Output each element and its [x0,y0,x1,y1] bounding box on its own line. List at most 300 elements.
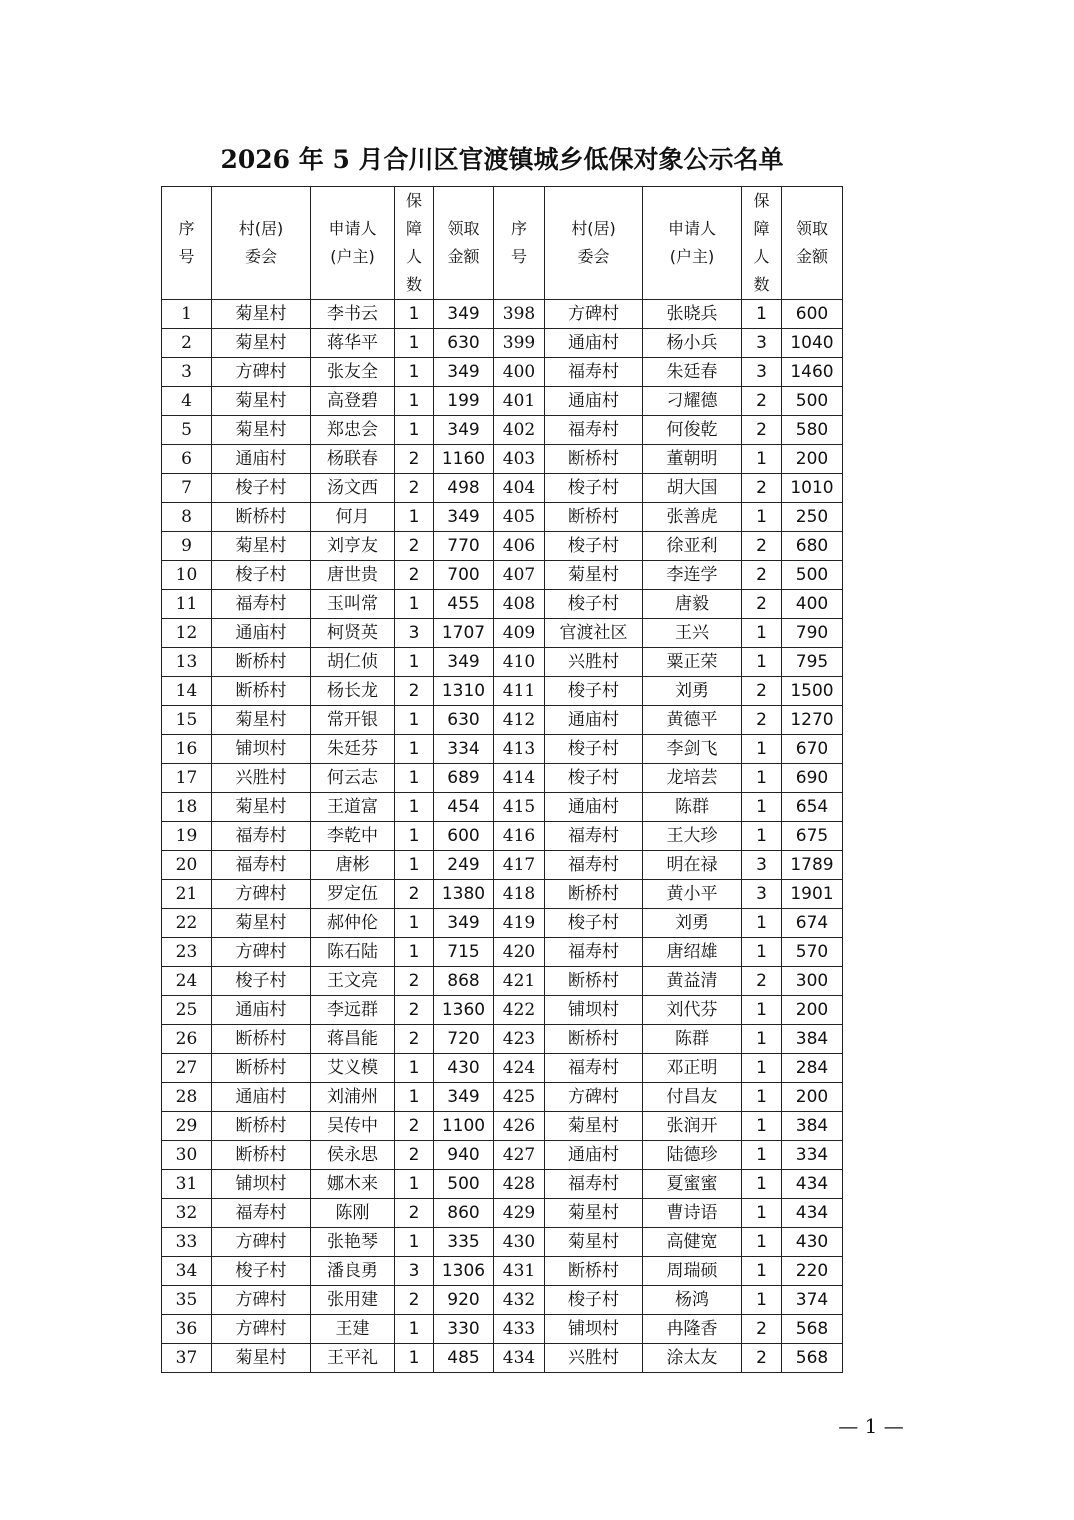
seq-cell: 33 [162,1228,212,1257]
persons-cell: 3 [395,1257,434,1286]
table-row [162,1083,843,1112]
applicant-cell: 玉叫常 [311,590,395,619]
persons-cell: 2 [742,706,782,735]
applicant-cell: 吴传中 [311,1112,395,1141]
persons-cell: 1 [395,1228,434,1257]
seq-cell: 407 [494,561,545,590]
applicant-cell: 唐毅 [643,590,742,619]
amount-cell: 220 [782,1257,843,1286]
applicant-cell: 黄德平 [643,706,742,735]
persons-cell: 3 [742,880,782,909]
seq-cell: 419 [494,909,545,938]
document-title-text: 2026 年 5 月合川区官渡镇城乡低保对象公示名单 [220,145,784,174]
header-village [212,187,311,300]
village-cell: 断桥村 [212,677,311,706]
seq-cell: 417 [494,851,545,880]
table-row [162,996,843,1025]
seq-cell: 429 [494,1199,545,1228]
persons-cell: 1 [742,822,782,851]
amount-cell: 434 [782,1170,843,1199]
amount-cell: 675 [782,822,843,851]
amount-cell: 690 [782,764,843,793]
village-cell: 方碑村 [212,1286,311,1315]
persons-cell: 1 [395,793,434,822]
village-cell: 方碑村 [212,1315,311,1344]
persons-cell: 1 [395,590,434,619]
amount-cell: 1100 [434,1112,494,1141]
village-cell: 菊星村 [212,300,311,329]
village-cell: 断桥村 [545,1025,643,1054]
applicant-cell: 杨鸿 [643,1286,742,1315]
persons-cell: 1 [395,822,434,851]
village-cell: 菊星村 [212,532,311,561]
amount-cell: 1789 [782,851,843,880]
persons-cell: 1 [395,1054,434,1083]
seq-cell: 23 [162,938,212,967]
village-cell: 梭子村 [545,590,643,619]
table-row [162,474,843,503]
amount-cell: 770 [434,532,494,561]
applicant-cell: 罗定伍 [311,880,395,909]
persons-cell: 1 [742,1286,782,1315]
seq-cell: 17 [162,764,212,793]
persons-cell: 2 [395,1112,434,1141]
persons-cell: 1 [742,996,782,1025]
seq-cell: 411 [494,677,545,706]
village-cell: 方碑村 [212,358,311,387]
village-cell: 官渡社区 [545,619,643,648]
amount-cell: 330 [434,1315,494,1344]
table-row [162,329,843,358]
amount-cell: 349 [434,300,494,329]
applicant-cell: 陈群 [643,1025,742,1054]
table-row [162,938,843,967]
persons-cell: 2 [742,561,782,590]
applicant-cell: 陈刚 [311,1199,395,1228]
amount-cell: 1270 [782,706,843,735]
amount-cell: 790 [782,619,843,648]
applicant-cell: 李书云 [311,300,395,329]
village-cell: 菊星村 [212,1344,311,1373]
amount-cell: 335 [434,1228,494,1257]
village-cell: 通庙村 [212,996,311,1025]
amount-cell: 349 [434,909,494,938]
village-cell: 铺坝村 [545,1315,643,1344]
amount-cell: 860 [434,1199,494,1228]
village-cell: 菊星村 [545,1228,643,1257]
persons-cell: 2 [395,474,434,503]
applicant-cell: 张善虎 [643,503,742,532]
village-cell: 铺坝村 [212,1170,311,1199]
amount-cell: 200 [782,445,843,474]
seq-cell: 6 [162,445,212,474]
header-village-2 [545,187,643,300]
seq-cell: 406 [494,532,545,561]
header-line: 号 [510,247,527,266]
header-amount [434,187,494,300]
amount-cell: 670 [782,735,843,764]
village-cell: 通庙村 [545,706,643,735]
persons-cell: 3 [742,329,782,358]
table-row [162,735,843,764]
persons-cell: 1 [742,764,782,793]
seq-cell: 14 [162,677,212,706]
seq-cell: 16 [162,735,212,764]
persons-cell: 2 [742,967,782,996]
seq-cell: 25 [162,996,212,1025]
seq-cell: 430 [494,1228,545,1257]
header-seq [162,187,212,300]
applicant-cell: 刘勇 [643,677,742,706]
persons-cell: 1 [395,706,434,735]
applicant-cell: 刘浦州 [311,1083,395,1112]
village-cell: 断桥村 [545,503,643,532]
amount-cell: 349 [434,503,494,532]
persons-cell: 3 [742,851,782,880]
persons-cell: 1 [742,503,782,532]
table-row [162,300,843,329]
village-cell: 福寿村 [212,822,311,851]
header-line: 号 [178,247,195,266]
applicant-cell: 刘勇 [643,909,742,938]
header-line: 申请人 [667,219,716,238]
applicant-cell: 汤文西 [311,474,395,503]
applicant-cell: 陆德珍 [643,1141,742,1170]
applicant-cell: 王平礼 [311,1344,395,1373]
applicant-cell: 杨联春 [311,445,395,474]
village-cell: 铺坝村 [212,735,311,764]
persons-cell: 1 [395,358,434,387]
applicant-cell: 唐彬 [311,851,395,880]
seq-cell: 418 [494,880,545,909]
persons-cell: 1 [395,387,434,416]
persons-cell: 2 [395,532,434,561]
seq-cell: 414 [494,764,545,793]
seq-cell: 15 [162,706,212,735]
amount-cell: 200 [782,1083,843,1112]
village-cell: 梭子村 [545,1286,643,1315]
amount-cell: 1380 [434,880,494,909]
persons-cell: 2 [395,445,434,474]
village-cell: 梭子村 [545,474,643,503]
applicant-cell: 董朝明 [643,445,742,474]
table-row [162,1315,843,1344]
seq-cell: 420 [494,938,545,967]
persons-cell: 2 [395,967,434,996]
persons-cell: 1 [742,909,782,938]
amount-cell: 334 [782,1141,843,1170]
amount-cell: 680 [782,532,843,561]
applicant-cell: 柯贤英 [311,619,395,648]
persons-cell: 2 [742,474,782,503]
applicant-cell: 何云志 [311,764,395,793]
amount-cell: 430 [782,1228,843,1257]
amount-cell: 568 [782,1315,843,1344]
persons-cell: 1 [395,329,434,358]
seq-cell: 403 [494,445,545,474]
persons-cell: 1 [742,1199,782,1228]
applicant-cell: 蒋华平 [311,329,395,358]
village-cell: 菊星村 [212,793,311,822]
village-cell: 梭子村 [545,764,643,793]
persons-cell: 2 [742,532,782,561]
table-row [162,445,843,474]
village-cell: 梭子村 [212,561,311,590]
persons-cell: 1 [742,300,782,329]
seq-cell: 22 [162,909,212,938]
persons-cell: 1 [395,503,434,532]
village-cell: 福寿村 [545,1170,643,1199]
seq-cell: 13 [162,648,212,677]
persons-cell: 1 [742,1228,782,1257]
persons-cell: 1 [395,851,434,880]
amount-cell: 580 [782,416,843,445]
amount-cell: 249 [434,851,494,880]
applicant-cell: 杨长龙 [311,677,395,706]
seq-cell: 20 [162,851,212,880]
persons-cell: 2 [395,1286,434,1315]
applicant-cell: 王大珍 [643,822,742,851]
seq-cell: 427 [494,1141,545,1170]
amount-cell: 300 [782,967,843,996]
page-number: — 1 — [838,1414,904,1438]
table-row [162,967,843,996]
header-line: (户主) [330,247,375,266]
table-row [162,619,843,648]
village-cell: 方碑村 [545,1083,643,1112]
applicant-cell: 张晓兵 [643,300,742,329]
persons-cell: 1 [742,445,782,474]
amount-cell: 920 [434,1286,494,1315]
recipient-table [161,186,843,1373]
header-line: 障 [405,219,422,238]
applicant-cell: 胡仁侦 [311,648,395,677]
village-cell: 菊星村 [212,706,311,735]
amount-cell: 349 [434,416,494,445]
amount-cell: 1360 [434,996,494,1025]
persons-cell: 1 [395,1344,434,1373]
village-cell: 通庙村 [545,793,643,822]
persons-cell: 1 [742,1170,782,1199]
header-line: 村(居) [571,219,616,238]
village-cell: 福寿村 [545,822,643,851]
amount-cell: 384 [782,1112,843,1141]
seq-cell: 1 [162,300,212,329]
amount-cell: 384 [782,1025,843,1054]
seq-cell: 412 [494,706,545,735]
seq-cell: 402 [494,416,545,445]
village-cell: 通庙村 [545,329,643,358]
seq-cell: 423 [494,1025,545,1054]
amount-cell: 795 [782,648,843,677]
village-cell: 兴胜村 [212,764,311,793]
header-line: 保 [405,191,422,210]
village-cell: 兴胜村 [545,648,643,677]
applicant-cell: 曹诗语 [643,1199,742,1228]
table-row [162,793,843,822]
village-cell: 通庙村 [212,619,311,648]
header-line: 委会 [577,247,610,266]
seq-cell: 4 [162,387,212,416]
table-row [162,1141,843,1170]
applicant-cell: 高健宽 [643,1228,742,1257]
seq-cell: 2 [162,329,212,358]
applicant-cell: 刘代芬 [643,996,742,1025]
seq-cell: 37 [162,1344,212,1373]
persons-cell: 1 [742,938,782,967]
applicant-cell: 张艳琴 [311,1228,395,1257]
village-cell: 通庙村 [212,445,311,474]
amount-cell: 1040 [782,329,843,358]
amount-cell: 284 [782,1054,843,1083]
amount-cell: 199 [434,387,494,416]
seq-cell: 9 [162,532,212,561]
amount-cell: 349 [434,1083,494,1112]
table-body [162,300,843,1373]
applicant-cell: 王建 [311,1315,395,1344]
village-cell: 方碑村 [212,1228,311,1257]
village-cell: 断桥村 [545,445,643,474]
amount-cell: 250 [782,503,843,532]
applicant-cell: 何月 [311,503,395,532]
applicant-cell: 明在禄 [643,851,742,880]
seq-cell: 12 [162,619,212,648]
village-cell: 福寿村 [212,590,311,619]
persons-cell: 2 [742,1315,782,1344]
applicant-cell: 冉隆香 [643,1315,742,1344]
amount-cell: 349 [434,648,494,677]
applicant-cell: 黄小平 [643,880,742,909]
amount-cell: 630 [434,329,494,358]
applicant-cell: 邓正明 [643,1054,742,1083]
persons-cell: 2 [395,880,434,909]
amount-cell: 600 [434,822,494,851]
amount-cell: 700 [434,561,494,590]
header-line: 金额 [795,247,828,266]
table-row [162,387,843,416]
amount-cell: 455 [434,590,494,619]
persons-cell: 1 [742,1083,782,1112]
applicant-cell: 唐绍雄 [643,938,742,967]
village-cell: 方碑村 [212,880,311,909]
table-row [162,1025,843,1054]
village-cell: 方碑村 [212,938,311,967]
applicant-cell: 李剑飞 [643,735,742,764]
village-cell: 梭子村 [545,532,643,561]
seq-cell: 410 [494,648,545,677]
applicant-cell: 胡大国 [643,474,742,503]
seq-cell: 3 [162,358,212,387]
village-cell: 梭子村 [545,909,643,938]
amount-cell: 1310 [434,677,494,706]
applicant-cell: 张润开 [643,1112,742,1141]
amount-cell: 1500 [782,677,843,706]
amount-cell: 1901 [782,880,843,909]
seq-cell: 36 [162,1315,212,1344]
table-row [162,706,843,735]
persons-cell: 1 [742,619,782,648]
seq-cell: 21 [162,880,212,909]
header-applicant-2 [643,187,742,300]
applicant-cell: 侯永思 [311,1141,395,1170]
applicant-cell: 陈石陆 [311,938,395,967]
header-line: 人 [753,247,770,266]
seq-cell: 401 [494,387,545,416]
applicant-cell: 刘亨友 [311,532,395,561]
village-cell: 福寿村 [545,1054,643,1083]
table-header-row [162,187,843,300]
amount-cell: 568 [782,1344,843,1373]
village-cell: 菊星村 [545,1199,643,1228]
amount-cell: 200 [782,996,843,1025]
seq-cell: 404 [494,474,545,503]
persons-cell: 1 [742,735,782,764]
persons-cell: 1 [395,1083,434,1112]
persons-cell: 2 [395,561,434,590]
seq-cell: 399 [494,329,545,358]
village-cell: 兴胜村 [545,1344,643,1373]
table-row [162,1199,843,1228]
seq-cell: 405 [494,503,545,532]
applicant-cell: 蒋昌能 [311,1025,395,1054]
persons-cell: 2 [742,416,782,445]
seq-cell: 27 [162,1054,212,1083]
header-line: 委会 [244,247,277,266]
header-line: 金额 [447,247,480,266]
seq-cell: 416 [494,822,545,851]
amount-cell: 600 [782,300,843,329]
amount-cell: 434 [782,1199,843,1228]
seq-cell: 408 [494,590,545,619]
village-cell: 通庙村 [545,1141,643,1170]
header-line: (户主) [669,247,715,266]
seq-cell: 434 [494,1344,545,1373]
village-cell: 福寿村 [545,358,643,387]
seq-cell: 409 [494,619,545,648]
village-cell: 福寿村 [545,938,643,967]
amount-cell: 940 [434,1141,494,1170]
amount-cell: 570 [782,938,843,967]
persons-cell: 1 [742,1141,782,1170]
seq-cell: 422 [494,996,545,1025]
applicant-cell: 娜木来 [311,1170,395,1199]
amount-cell: 430 [434,1054,494,1083]
amount-cell: 334 [434,735,494,764]
village-cell: 福寿村 [545,851,643,880]
table-row [162,503,843,532]
village-cell: 断桥村 [212,1141,311,1170]
seq-cell: 432 [494,1286,545,1315]
persons-cell: 1 [742,1112,782,1141]
table-row [162,764,843,793]
applicant-cell: 黄益清 [643,967,742,996]
village-cell: 菊星村 [212,329,311,358]
persons-cell: 2 [395,996,434,1025]
seq-cell: 415 [494,793,545,822]
header-persons-2 [742,187,782,300]
header-line: 申请人 [328,219,377,238]
persons-cell: 3 [395,619,434,648]
amount-cell: 715 [434,938,494,967]
amount-cell: 349 [434,358,494,387]
header-line: 村(居) [238,219,284,238]
amount-cell: 1010 [782,474,843,503]
applicant-cell: 艾义模 [311,1054,395,1083]
village-cell: 铺坝村 [545,996,643,1025]
persons-cell: 2 [742,387,782,416]
amount-cell: 374 [782,1286,843,1315]
applicant-cell: 王道富 [311,793,395,822]
